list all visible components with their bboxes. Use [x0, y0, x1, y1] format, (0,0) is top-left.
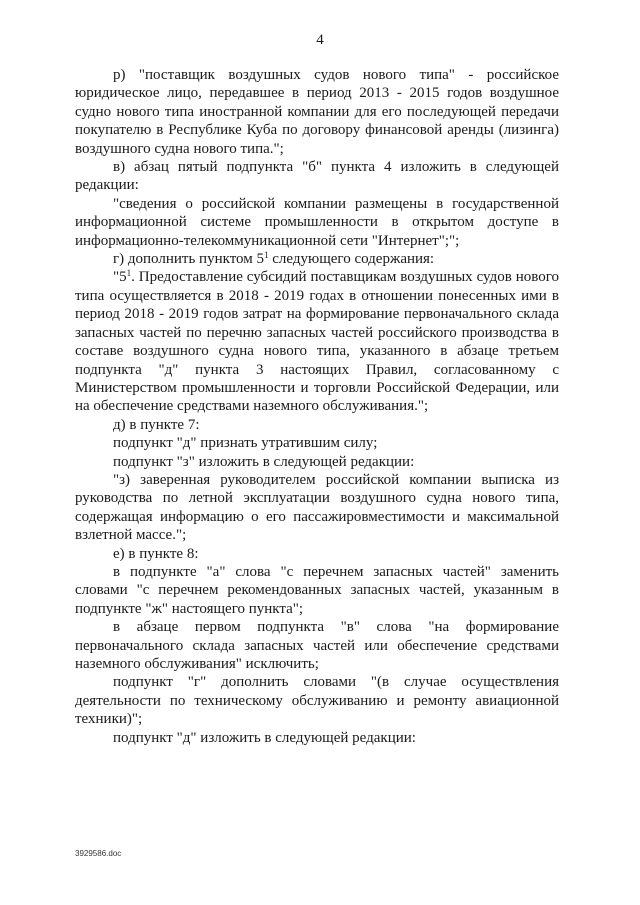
- paragraph-5-1-superscript: 1: [126, 268, 132, 279]
- document-file-name: 3929586.doc: [75, 849, 122, 858]
- paragraph-z: "з) заверенная руководителем российской компании выписка из руководства по летной эксплуатации воздушного судна нового типа, содержащая информацию о его пассажировместимости и максимальной взлетной массе.";: [75, 471, 559, 544]
- paragraph-e-4: подпункт "д" изложить в следующей редакции:: [113, 729, 416, 746]
- paragraph-5-1-start: "5: [113, 269, 127, 286]
- paragraph-g-superscript: 1: [264, 250, 269, 261]
- paragraph-v: в) абзац пятый подпункта "б" пункта 4 изложить в следующей редакции:: [75, 159, 559, 194]
- paragraph-g-after: следующего содержания:: [268, 251, 435, 268]
- paragraph-e-1: в подпункте "а" слова "с перечнем запасных частей" заменить словами "с перечнем рекомендованных запасных частей, указанным в подпункте "ж" настоящего пункта";: [75, 563, 559, 617]
- paragraph-e: е) в пункте 8:: [113, 545, 199, 562]
- paragraph-e-3: подпункт "г" дополнить словами "(в случае осуществления деятельности по техническому обслуживанию и ремонту авиационной техники)";: [75, 674, 559, 728]
- document-body: [75, 66, 559, 747]
- paragraph-e-2: в абзаце первом подпункта "в" слова "на формирование первоначального склада запасных частей или обеспечение средствами наземного обслуживания" исключить;: [75, 619, 559, 672]
- paragraph-d: д) в пункте 7:: [113, 416, 200, 433]
- paragraph-d-1: подпункт "д" признать утратившим силу;: [113, 435, 378, 452]
- paragraph-5-1: [75, 268, 559, 415]
- paragraph-g: [75, 250, 559, 268]
- page-number: 4: [316, 32, 324, 48]
- paragraph-v-quote: "сведения о российской компании размещены в государственной информационной системе промышленности в открытом доступе в информационно-телекоммуникационной сети "Интернет";";: [75, 195, 559, 249]
- paragraph-g-before: г) дополнить пунктом 5: [113, 251, 265, 268]
- paragraph-r: р) "поставщик воздушных судов нового типа" - российское юридическое лицо, передавшее в период 2013 - 2015 годов воздушное судно нового типа иностранной компании для его последующей передачи покупателю в Республике Куба по договору финансовой аренды (лизинга) воздушного судна нового типа.";: [75, 67, 559, 157]
- paragraph-d-2: подпункт "з" изложить в следующей редакции:: [113, 453, 415, 470]
- paragraph-5-1-rest: . Предоставление субсидий поставщикам воздушных судов нового типа осуществляется в 2018 - 2019 годах в отношении понесенных ими в период 2018 - 2019 годов затрат на формирование первоначального склада запасных частей по перечню запасных частей российского производства в составе воздушного судна нового типа, указанного в абзаце третьем подпункта "д" пункта 3 настоящих Правил, согласованному с Министерством промышленности и торговли Российской Федерации, или на обеспечение средствами наземного обслуживания.";: [75, 269, 559, 415]
